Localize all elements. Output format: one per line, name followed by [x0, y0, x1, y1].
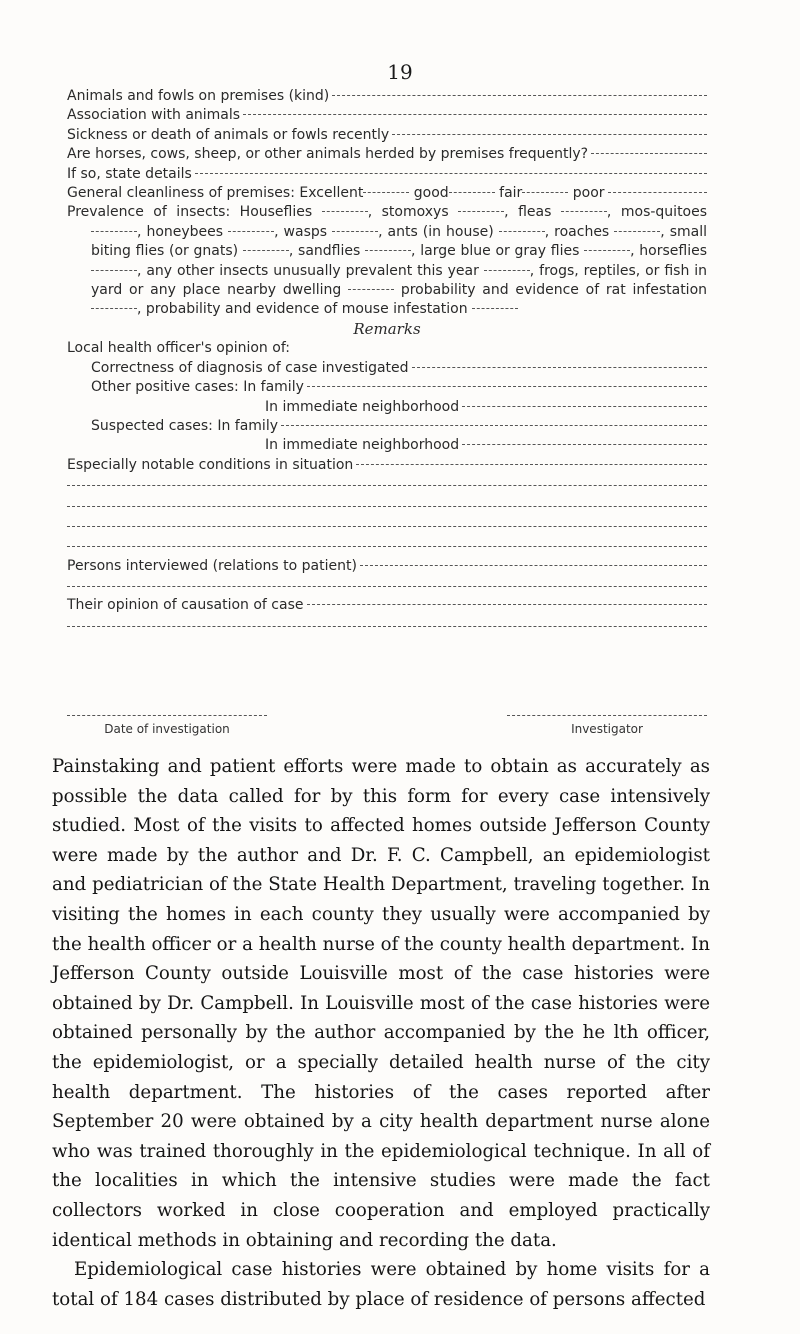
investigator-signature: Investigator: [507, 715, 707, 736]
blank-line: [67, 616, 707, 627]
fill-in-blank: [281, 425, 707, 426]
date-signature: Date of investigation: [67, 715, 267, 736]
form-line-other-positive: Other positive cases: In family: [67, 378, 707, 397]
blank-line: [67, 536, 707, 547]
blank-line: [67, 576, 707, 587]
fill-in-blank: [243, 114, 707, 115]
form-line-notable: Especially notable conditions in situation: [67, 456, 707, 475]
fill-in-blank: [591, 153, 707, 154]
fill-in-blank: [462, 444, 707, 445]
remarks-heading: Remarks: [353, 319, 421, 338]
page-number: 19: [387, 60, 413, 84]
fill-in-blank: [195, 173, 707, 174]
form-line-cleanliness: General cleanliness of premises: Excellent good fair poor: [67, 184, 707, 203]
signature-row: [67, 715, 707, 736]
blank-line: [67, 475, 707, 486]
form-line-herded: Are horses, cows, sheep, or other animals herded by premises frequently?: [67, 145, 707, 164]
fill-in-blank: [608, 192, 707, 193]
blank-line: [67, 516, 707, 527]
fill-in-blank: [356, 464, 707, 465]
body-text: [52, 752, 710, 1314]
fill-in-blank: [360, 565, 707, 566]
opinion-label: Local health officer's opinion of:: [67, 340, 290, 357]
fill-in-blank: [332, 95, 707, 96]
form-line-animals: Animals and fowls on premises (kind): [67, 87, 707, 106]
form-line-suspected-neighborhood: In immediate neighborhood: [67, 436, 707, 455]
fill-in-blank: [412, 367, 707, 368]
fill-in-blank: [462, 406, 707, 407]
fill-in-blank: [392, 134, 707, 135]
form-line-suspected: Suspected cases: In family: [67, 417, 707, 436]
form-line-persons: Persons interviewed (relations to patient): [67, 557, 707, 576]
form-line-details: If so, state details: [67, 165, 707, 184]
form-line-causation: Their opinion of causation of case: [67, 596, 707, 615]
form-insects-paragraph: Prevalence of insects: Houseflies , stomoxys , fleas , mos-quitoes , honeybees , wasps , ants (in house) , roaches , small biting flies (or gnats) , sandflies , large blue or gray flies , horseflies , any other insects unusually prevalent this year , frogs, reptiles, or fish in yard or any place nearby dwelling probability and evidence of rat infestation , probability and evidence of mouse infestation: [67, 204, 708, 318]
form-line-correctness: Correctness of diagnosis of case investigated: [67, 359, 707, 378]
form-line-neighborhood: In immediate neighborhood: [67, 398, 707, 417]
blank-line: [67, 496, 707, 507]
form-line-sickness: Sickness or death of animals or fowls recently: [67, 126, 707, 145]
body-paragraph: Epidemiological case histories were obtained by home visits for a total of 184 cases distributed by place of residence of persons affected: [52, 1259, 710, 1310]
form-line-association: Association with animals: [67, 106, 707, 125]
body-paragraph: Painstaking and patient efforts were made to obtain as accurately as possible the data called for by this form for every case intensively studied. Most of the visits to affected homes outside Jefferson County were made by the author and Dr. F. C. Campbell, an epidemiologist and pediatrician of the State Health Department, traveling together. In visiting the homes in each county they usually were accompanied by the health officer or a health nurse of the county health department. In Jefferson County outside Louisville most of the case histories were obtained by Dr. Campbell. In Louisville most of the case histories were obtained personally by the author accompanied by the he lth officer, the epidemiologist, or a specially detailed health nurse of the city health department. The histories of the cases reported after September 20 were obtained by a city health department nurse alone who was trained thoroughly in the epidemiological technique. In all of the localities in which the intensive studies were made the fact collectors worked in close cooperation and employed practically identical methods in obtaining and recording the data.: [52, 756, 710, 1251]
fill-in-blank: [307, 604, 708, 605]
investigation-form: [67, 87, 707, 636]
fill-in-blank: [307, 386, 707, 387]
